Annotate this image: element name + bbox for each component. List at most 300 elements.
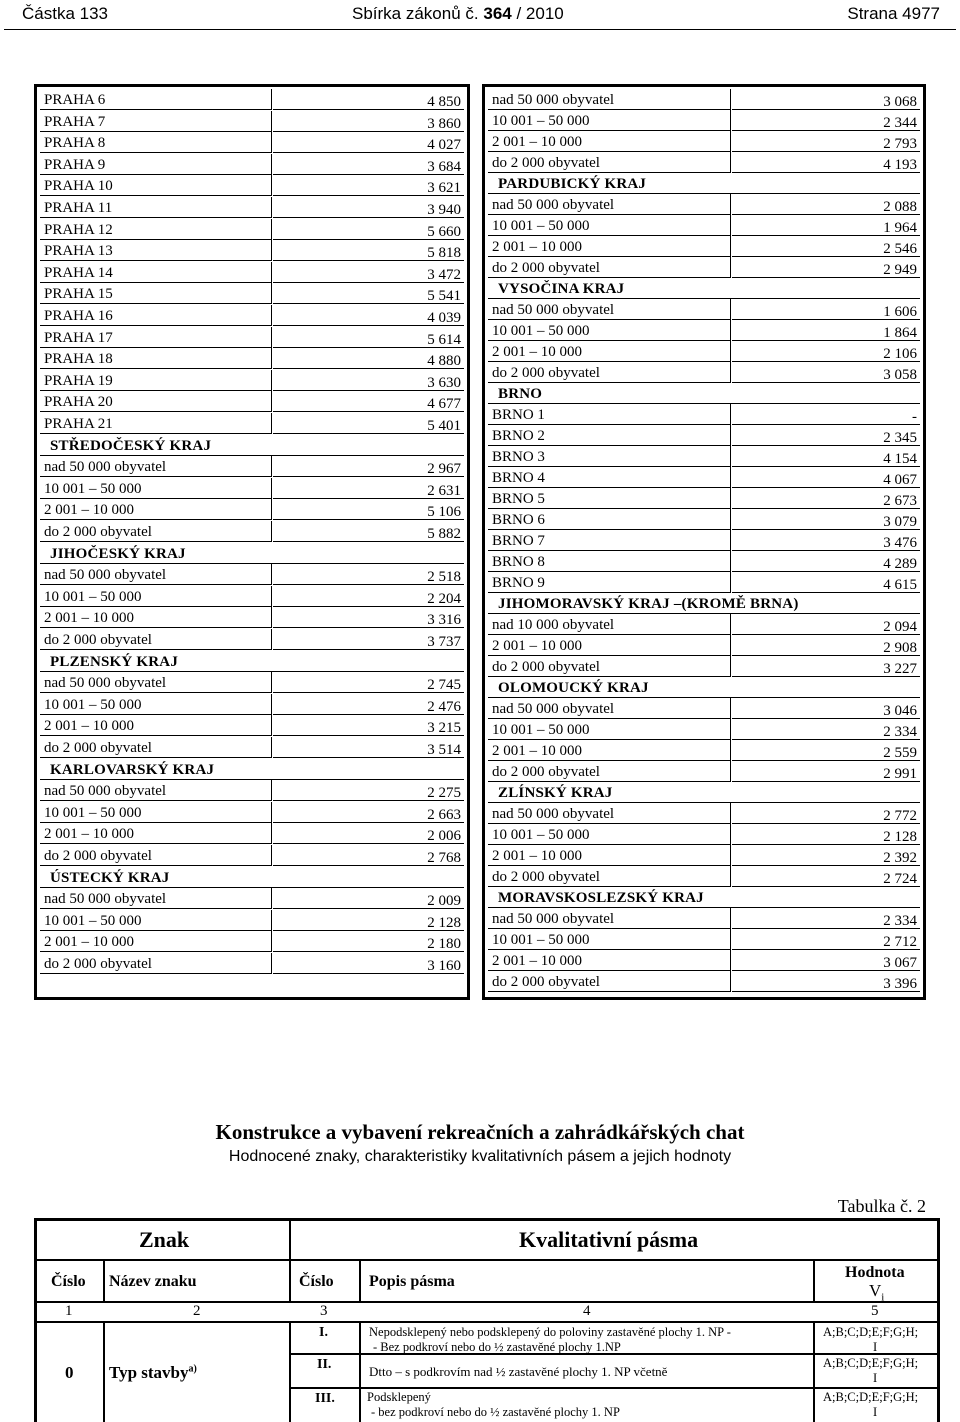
table-row (488, 824, 920, 844)
column-divider (271, 132, 272, 153)
band-number: II. (317, 1357, 332, 1372)
row-label: PRAHA 18 (44, 351, 113, 368)
column-divider (271, 175, 272, 196)
row-value: 2 128 (427, 914, 461, 931)
grid-line (37, 1259, 937, 1261)
collection-number: 364 (483, 4, 512, 23)
column-divider (271, 89, 272, 110)
table-row (40, 888, 464, 908)
row-value: 3 046 (883, 703, 917, 719)
table-row (40, 413, 464, 433)
row-label: 10 001 – 50 000 (44, 696, 142, 713)
column-divider (271, 348, 272, 369)
row-value: 2 768 (427, 850, 461, 866)
row-value: 5 882 (427, 526, 461, 542)
table-row (488, 320, 920, 340)
hodnota-symbol: V (869, 1281, 882, 1300)
table-row (488, 551, 920, 571)
table-row (488, 152, 920, 172)
table-row (488, 236, 920, 256)
table-row (40, 305, 464, 325)
row-label: do 2 000 obyvatel (492, 869, 600, 885)
row-label: PRAHA 16 (44, 308, 113, 324)
row-label: BRNO 3 (492, 449, 545, 465)
table-row (40, 737, 464, 757)
band-description: - Bez podkroví nebo do ½ zastavěné plochy 1.NP (373, 1340, 621, 1354)
row-label: PRAHA 11 (44, 200, 113, 216)
table-row (488, 467, 920, 487)
row-label: 2 001 – 10 000 (44, 502, 134, 519)
row-label: PRAHA 6 (44, 92, 106, 108)
table-row (488, 509, 920, 529)
col-header-nazev: Název znaku (109, 1273, 197, 1290)
column-divider (271, 111, 272, 132)
table-row (488, 803, 920, 823)
column-divider (271, 823, 272, 844)
grid-line (359, 1322, 361, 1422)
table-row (488, 635, 920, 655)
row-label: nad 50 000 obyvatel (492, 92, 615, 108)
table-row (40, 586, 464, 606)
column-divider (271, 931, 272, 952)
column-divider (730, 509, 731, 530)
column-divider (271, 888, 272, 909)
column-divider (271, 478, 272, 499)
table-row (40, 564, 464, 584)
row-label: 10 001 – 50 000 (44, 804, 142, 821)
row-value: 2 546 (883, 241, 917, 257)
row-label: nad 10 000 obyvatel (492, 617, 615, 633)
column-divider (730, 341, 731, 362)
row-label: 10 001 – 50 000 (492, 932, 590, 948)
row-value: 3 476 (883, 535, 917, 551)
row-label: 10 001 – 50 000 (44, 588, 142, 605)
row-label: 10 001 – 50 000 (492, 113, 590, 129)
table-row (488, 572, 920, 592)
table-row (40, 262, 464, 282)
grid-line (813, 1260, 815, 1301)
znak-number: 0 (65, 1363, 74, 1382)
znak-name-text: Typ stavby (109, 1363, 189, 1382)
row-value: 1 964 (883, 220, 917, 236)
table-row (40, 478, 464, 498)
row-label: 10 001 – 50 000 (492, 218, 590, 234)
row-label: BRNO 2 (492, 428, 545, 444)
row-value: 5 541 (427, 288, 461, 305)
column-divider (730, 845, 731, 866)
table-row (40, 607, 464, 627)
region-heading-row (488, 887, 920, 907)
col-header-cislo: Číslo (51, 1273, 86, 1290)
collection-prefix: Sbírka zákonů č. (352, 4, 479, 23)
row-value: 2 392 (883, 850, 917, 866)
column-divider (271, 694, 272, 715)
column-divider (730, 194, 731, 215)
row-label: 10 001 – 50 000 (492, 323, 590, 339)
row-value: 2 967 (427, 461, 461, 478)
region-heading-row (40, 435, 464, 455)
col-number: 1 (65, 1303, 73, 1319)
column-divider (271, 413, 272, 434)
grid-line (289, 1260, 291, 1301)
table-row (40, 802, 464, 822)
row-value: 3 630 (427, 374, 461, 391)
table-row (488, 656, 920, 676)
table-row (488, 89, 920, 109)
column-divider (730, 425, 731, 446)
row-label: 2 001 – 10 000 (44, 718, 134, 735)
row-label: 2 001 – 10 000 (492, 638, 582, 654)
table-row (488, 362, 920, 382)
row-value: 2 745 (427, 677, 461, 694)
row-label: 2 001 – 10 000 (44, 934, 134, 951)
col-header-hodnota: Hodnota (845, 1264, 905, 1281)
table-row (488, 698, 920, 718)
table-row (488, 488, 920, 508)
row-value: 2 204 (427, 590, 461, 607)
band-value: A;B;C;D;E;F;G;H; (823, 1390, 919, 1404)
row-label: nad 50 000 obyvatel (44, 675, 167, 692)
table-row (488, 866, 920, 886)
row-label: 2 001 – 10 000 (492, 953, 582, 969)
row-underline (488, 991, 730, 992)
row-value: 2 793 (883, 136, 917, 152)
region-heading-row (488, 278, 920, 298)
table-row (488, 404, 920, 424)
row-label: BRNO 4 (492, 470, 545, 486)
column-divider (730, 215, 731, 236)
column-divider (730, 362, 731, 383)
row-value: 4 027 (427, 137, 461, 154)
band-description: Dtto – s podkrovím nad ½ zastavěné plochy 1. NP včetně (369, 1364, 668, 1379)
column-divider (271, 391, 272, 412)
row-value: 2 334 (883, 913, 917, 929)
column-divider (271, 845, 272, 866)
band-value: I (873, 1405, 878, 1419)
table-row (40, 845, 464, 865)
row-value: 2 559 (883, 745, 917, 761)
column-divider (730, 719, 731, 740)
znak-name (109, 1363, 197, 1383)
row-value: 2 094 (883, 619, 917, 635)
grid-line (37, 1301, 937, 1303)
row-label: nad 50 000 obyvatel (44, 459, 167, 476)
row-label: nad 50 000 obyvatel (44, 891, 167, 908)
row-value: 2 631 (427, 482, 461, 499)
region-heading-row (488, 593, 920, 613)
row-value: 4 615 (883, 577, 917, 593)
row-label: PRAHA 12 (44, 221, 113, 238)
row-label: BRNO 7 (492, 533, 545, 549)
row-label: do 2 000 obyvatel (492, 155, 600, 171)
col-number: 3 (320, 1303, 328, 1319)
row-label: BRNO 1 (492, 407, 545, 423)
row-value: 2 180 (427, 936, 461, 953)
row-value: 1 864 (883, 325, 917, 341)
row-label: do 2 000 obyvatel (492, 260, 600, 276)
column-divider (730, 803, 731, 824)
grid-line (103, 1322, 105, 1422)
row-label: PRAHA 20 (44, 394, 113, 411)
row-value: 2 006 (427, 828, 461, 845)
row-label: nad 50 000 obyvatel (492, 701, 615, 717)
column-divider (730, 320, 731, 341)
table-row (488, 194, 920, 214)
region-name: JIHOMORAVSKÝ KRAJ –(KROMĚ BRNA) (498, 596, 799, 612)
column-divider (271, 715, 272, 736)
table-row (488, 719, 920, 739)
row-value: 3 068 (883, 94, 917, 110)
table-row (488, 425, 920, 445)
table-row (488, 929, 920, 949)
column-divider (730, 971, 731, 992)
region-name: STŘEDOČESKÝ KRAJ (50, 437, 212, 454)
column-divider (271, 262, 272, 283)
row-value: 2 344 (883, 115, 917, 131)
table-row (40, 629, 464, 649)
table-row (488, 110, 920, 130)
row-label: do 2 000 obyvatel (492, 974, 600, 990)
row-value: 3 514 (427, 742, 461, 758)
table-row (488, 971, 920, 991)
column-divider (271, 370, 272, 391)
row-value: 3 058 (883, 367, 917, 383)
column-divider (730, 110, 731, 131)
column-divider (271, 154, 272, 175)
table-row (488, 908, 920, 928)
row-value: 2 772 (883, 808, 917, 824)
row-value: 3 396 (883, 976, 917, 992)
column-divider (730, 908, 731, 929)
column-divider (271, 586, 272, 607)
row-label: nad 50 000 obyvatel (492, 197, 615, 213)
column-divider (271, 327, 272, 348)
row-value: 4 880 (427, 353, 461, 370)
table-row (488, 950, 920, 970)
region-name: VYSOČINA KRAJ (498, 281, 625, 297)
row-value: 5 401 (427, 418, 461, 434)
row-label: nad 50 000 obyvatel (492, 911, 615, 927)
grid-line (289, 1387, 937, 1389)
column-divider (730, 236, 731, 257)
column-divider (730, 761, 731, 782)
column-divider (730, 446, 731, 467)
row-value: 2 476 (427, 698, 461, 715)
row-label: BRNO 5 (492, 491, 545, 507)
row-value: 3 472 (427, 266, 461, 283)
row-label: 10 001 – 50 000 (492, 722, 590, 738)
collection-title (352, 4, 564, 24)
row-value: 2 673 (883, 493, 917, 509)
region-heading-row (40, 867, 464, 887)
table-row (488, 341, 920, 361)
quality-bands-table (34, 1218, 940, 1422)
row-value: 2 712 (883, 934, 917, 950)
region-heading-row (488, 782, 920, 802)
table-row (40, 910, 464, 930)
table-row (40, 240, 464, 260)
row-value: 3 067 (883, 955, 917, 971)
row-label: do 2 000 obyvatel (44, 524, 152, 540)
table-row (40, 823, 464, 843)
row-label: nad 50 000 obyvatel (492, 302, 615, 318)
row-label: PRAHA 7 (44, 113, 106, 130)
table-row (40, 370, 464, 390)
table-row (40, 456, 464, 476)
column-divider (730, 698, 731, 719)
column-divider (271, 197, 272, 218)
row-value: 2 128 (883, 829, 917, 845)
region-name: OLOMOUCKÝ KRAJ (498, 680, 649, 696)
table-row (40, 89, 464, 109)
table-row (488, 299, 920, 319)
row-label: 2 001 – 10 000 (492, 239, 582, 255)
column-divider (730, 257, 731, 278)
table-row (488, 845, 920, 865)
row-value: 3 215 (427, 720, 461, 737)
table-row (40, 348, 464, 368)
row-value: 2 334 (883, 724, 917, 740)
grid-line (359, 1260, 361, 1301)
region-name: KARLOVARSKÝ KRAJ (50, 761, 215, 778)
column-divider (271, 629, 272, 650)
row-value: 2 908 (883, 640, 917, 656)
section-title: Konstrukce a vybavení rekreačních a zahrádkářských chat (215, 1120, 745, 1144)
row-value: 2 106 (883, 346, 917, 362)
column-divider (730, 656, 731, 677)
column-divider (730, 866, 731, 887)
row-value: 2 275 (427, 785, 461, 802)
column-divider (730, 152, 731, 173)
row-value: 2 088 (883, 199, 917, 215)
row-value: 4 677 (427, 396, 461, 413)
column-divider (730, 635, 731, 656)
row-label: PRAHA 21 (44, 416, 113, 432)
row-label: nad 50 000 obyvatel (44, 567, 167, 584)
row-label: do 2 000 obyvatel (492, 659, 600, 675)
issue-number: Částka 133 (22, 4, 108, 23)
hodnota-subscript: i (881, 1291, 885, 1304)
region-name: PARDUBICKÝ KRAJ (498, 176, 647, 192)
table-row (40, 327, 464, 347)
row-label: PRAHA 17 (44, 329, 113, 346)
row-label: 10 001 – 50 000 (44, 480, 142, 497)
table-row (488, 761, 920, 781)
right-price-table (482, 84, 926, 1000)
column-divider (730, 551, 731, 572)
znak-footnote-mark: a) (188, 1363, 197, 1375)
row-label: 2 001 – 10 000 (44, 610, 134, 627)
col-number: 5 (871, 1303, 879, 1319)
band-value: I (873, 1371, 878, 1385)
column-divider (730, 299, 731, 320)
row-label: 2 001 – 10 000 (492, 134, 582, 150)
row-label: do 2 000 obyvatel (492, 764, 600, 780)
col-header-popis: Popis pásma (369, 1273, 455, 1290)
row-value: 3 621 (427, 180, 461, 197)
header-rule (4, 29, 956, 30)
table-row (40, 391, 464, 411)
region-heading-row (40, 759, 464, 779)
row-value: 3 684 (427, 158, 461, 175)
row-value: 2 009 (427, 893, 461, 910)
row-value: 2 663 (427, 806, 461, 823)
row-value: 5 818 (427, 245, 461, 262)
row-value: 2 518 (427, 569, 461, 586)
row-label: nad 50 000 obyvatel (492, 806, 615, 822)
row-value: 2 345 (883, 430, 917, 446)
column-divider (730, 950, 731, 971)
table-row (40, 175, 464, 195)
band-value: I (873, 1340, 878, 1354)
page-number: Strana 4977 (847, 4, 940, 23)
column-divider (730, 467, 731, 488)
row-label: nad 50 000 obyvatel (44, 783, 167, 800)
column-divider (730, 572, 731, 593)
table-row (40, 715, 464, 735)
band-value: A;B;C;D;E;F;G;H; (823, 1356, 919, 1370)
column-divider (271, 521, 272, 542)
row-label: do 2 000 obyvatel (44, 740, 152, 756)
table-row (40, 672, 464, 692)
row-value: 2 949 (883, 262, 917, 278)
table-row (40, 219, 464, 239)
row-label: 2 001 – 10 000 (492, 344, 582, 360)
column-divider (271, 910, 272, 931)
col-header-hodnota-symbol (869, 1281, 884, 1303)
grid-line (289, 1221, 291, 1261)
row-value: 3 079 (883, 514, 917, 530)
region-heading-row (40, 651, 464, 671)
column-divider (730, 824, 731, 845)
column-divider (730, 614, 731, 635)
region-heading-row (40, 543, 464, 563)
table-row (488, 257, 920, 277)
grid-line (103, 1260, 105, 1301)
column-divider (271, 456, 272, 477)
row-value: 3 160 (427, 958, 461, 974)
grid-line (37, 1321, 937, 1323)
row-value: - (912, 409, 917, 425)
column-divider (271, 672, 272, 693)
group-heading-znak: Znak (139, 1227, 190, 1252)
table-row (40, 197, 464, 217)
table-row (40, 283, 464, 303)
group-heading-pasma: Kvalitativní pásma (519, 1227, 699, 1252)
col-number: 2 (193, 1303, 201, 1319)
row-value: 4 850 (427, 94, 461, 110)
column-divider (730, 488, 731, 509)
band-description: - bez podkroví nebo do ½ zastavěné plochy 1. NP (371, 1405, 620, 1419)
col-number: 4 (583, 1303, 591, 1319)
column-divider (730, 89, 731, 110)
row-value: 4 067 (883, 472, 917, 488)
column-divider (271, 219, 272, 240)
row-label: PRAHA 19 (44, 372, 113, 389)
row-value: 3 940 (427, 202, 461, 218)
table-row (488, 740, 920, 760)
row-label: PRAHA 8 (44, 135, 106, 152)
row-label: BRNO 8 (492, 554, 545, 570)
row-value: 4 289 (883, 556, 917, 572)
table-label: Tabulka č. 2 (837, 1196, 926, 1216)
table-row (488, 530, 920, 550)
grid-line (289, 1322, 291, 1422)
row-value: 3 227 (883, 661, 917, 677)
row-label: PRAHA 14 (44, 264, 113, 281)
column-divider (271, 953, 272, 974)
row-value: 3 737 (427, 634, 461, 650)
